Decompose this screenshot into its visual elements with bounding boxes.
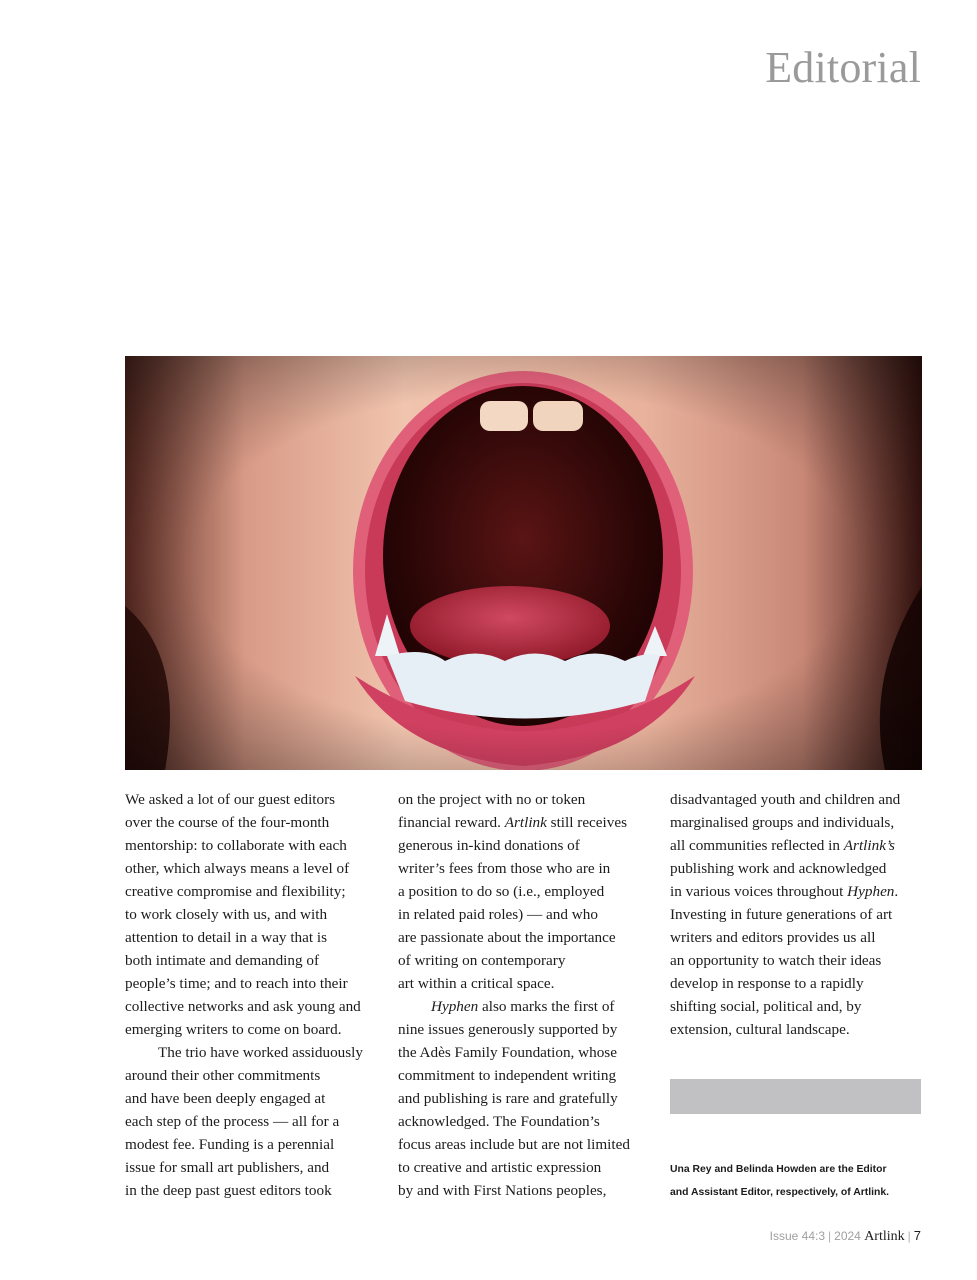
publication-name: Hyphen	[847, 883, 895, 900]
page-footer	[770, 1228, 921, 1245]
issue-year: 2024	[834, 1229, 861, 1243]
text-line: develop in response to a rapidly	[670, 975, 864, 992]
open-mouth-photo	[125, 356, 922, 770]
text-line	[670, 834, 925, 857]
text-line: to work closely with us, and with	[125, 906, 328, 923]
text-line: the Adès Family Foundation, whose	[398, 1044, 617, 1061]
text-line: other, which always means a level of	[125, 860, 350, 877]
gray-block	[670, 1079, 921, 1114]
body-column-3	[670, 788, 925, 1041]
divider: |	[828, 1229, 832, 1243]
text-run: all communities reflected in	[670, 837, 844, 854]
text-line: each step of the process — all for a	[125, 1113, 340, 1130]
paragraph	[670, 788, 925, 1041]
issue-number: Issue 44:3	[769, 1229, 826, 1243]
text-line: We asked a lot of our guest editors	[125, 791, 336, 808]
text-line	[398, 995, 658, 1018]
page-number: 7	[913, 1228, 921, 1243]
publication-name: Artlink	[504, 814, 547, 831]
publication-brand: Artlink	[864, 1229, 905, 1244]
paragraph	[125, 1041, 385, 1202]
text-line: generous in-kind donations of	[398, 837, 580, 854]
text-line: extension, cultural landscape.	[670, 1021, 850, 1038]
text-run: in various voices throughout	[670, 883, 848, 900]
text-line: marginalised groups and individuals,	[670, 814, 895, 831]
text-line: people’s time; and to reach into their	[125, 975, 348, 992]
text-run: .	[894, 883, 899, 900]
body-column-1	[125, 788, 385, 1202]
text-line: over the course of the four-month	[125, 814, 330, 831]
text-line: on the project with no or token	[398, 791, 586, 808]
body-column-2	[398, 788, 658, 1202]
bio-line: Una Rey and Belinda Howden are the Editor	[670, 1164, 887, 1175]
text-line: by and with First Nations peoples,	[398, 1182, 607, 1199]
text-line: in the deep past guest editors took	[125, 1182, 332, 1199]
text-line: mentorship: to collaborate with each	[125, 837, 347, 854]
paragraph	[398, 788, 658, 995]
text-line: an opportunity to watch their ideas	[670, 952, 882, 969]
text-line: creative compromise and flexibility;	[125, 883, 346, 900]
text-line: around their other commitments	[125, 1067, 321, 1084]
text-line: shifting social, political and, by	[670, 998, 862, 1015]
text-line: Investing in future generations of art	[670, 906, 893, 923]
text-line: both intimate and demanding of	[125, 952, 320, 969]
text-line: attention to detail in a way that is	[125, 929, 328, 946]
paragraph	[398, 995, 658, 1202]
text-run: financial reward.	[398, 814, 505, 831]
text-line: acknowledged. The Foundation’s	[398, 1113, 600, 1130]
text-line: publishing work and acknowledged	[670, 860, 887, 877]
text-run: also marks the first of	[478, 998, 615, 1015]
text-line: The trio have worked assiduously	[158, 1044, 363, 1061]
text-line: are passionate about the importance	[398, 929, 616, 946]
text-line: issue for small art publishers, and	[125, 1159, 330, 1176]
text-line: collective networks and ask young and	[125, 998, 361, 1015]
text-line: a position to do so (i.e., employed	[398, 883, 605, 900]
text-run: still receives	[546, 814, 628, 831]
divider: |	[907, 1229, 911, 1243]
feature-photo	[125, 356, 922, 770]
text-line: emerging writers to come on board.	[125, 1021, 342, 1038]
text-line: in related paid roles) — and who	[398, 906, 598, 923]
text-line: modest fee. Funding is a perennial	[125, 1136, 335, 1153]
paragraph	[125, 788, 385, 1041]
text-line: nine issues generously supported by	[398, 1021, 618, 1038]
publication-name: Artlink’s	[843, 837, 895, 854]
text-line: commitment to independent writing	[398, 1067, 617, 1084]
text-line: and publishing is rare and gratefully	[398, 1090, 618, 1107]
text-line: art within a critical space.	[398, 975, 555, 992]
bio-line: and Assistant Editor, respectively, of Artlink.	[670, 1187, 890, 1198]
text-line: to creative and artistic expression	[398, 1159, 602, 1176]
text-line	[398, 811, 658, 834]
text-line: disadvantaged youth and children and	[670, 791, 901, 808]
text-line	[670, 880, 925, 903]
text-line: focus areas include but are not limited	[398, 1136, 630, 1153]
text-line: writers and editors provides us all	[670, 929, 876, 946]
section-title: Editorial	[765, 43, 921, 92]
text-line: writer’s fees from those who are in	[398, 860, 611, 877]
publication-name: Hyphen	[431, 998, 479, 1015]
text-line: of writing on contemporary	[398, 952, 566, 969]
author-bio	[670, 1158, 930, 1204]
text-line: and have been deeply engaged at	[125, 1090, 326, 1107]
